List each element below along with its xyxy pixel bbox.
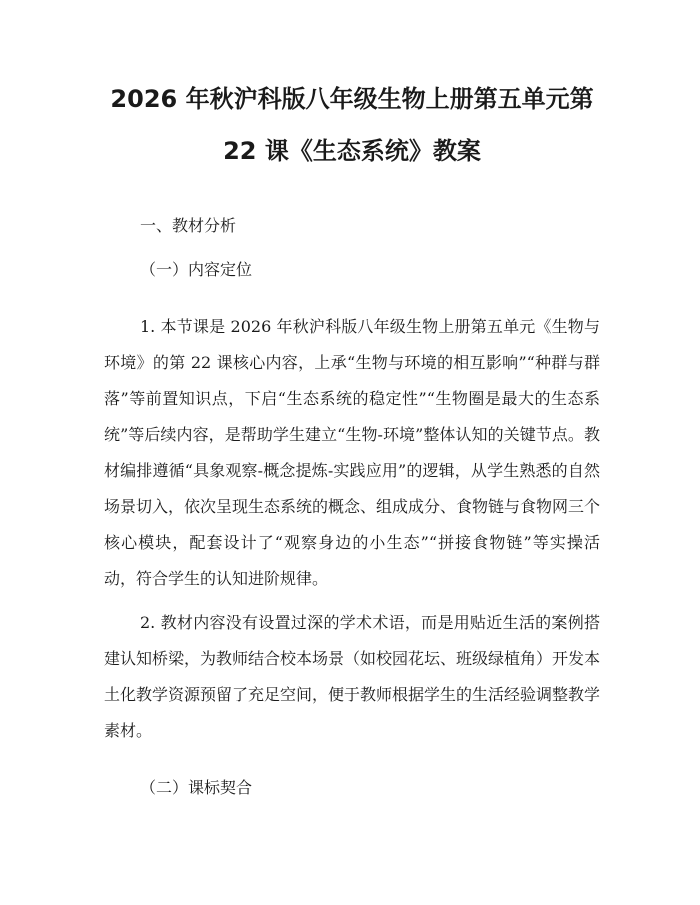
subsection-heading-curriculum-alignment: （二）课标契合 xyxy=(140,778,253,797)
subsection-heading-content-positioning: （一）内容定位 xyxy=(140,260,253,279)
title-line-2: 22 课《生态系统》教案 xyxy=(223,137,481,165)
body-paragraph-1: 1. 本节课是 2026 年秋沪科版八年级生物上册第五单元《生物与环境》的第 22 课核心内容，上承“生物与环境的相互影响”“种群与群落”等前置知识点，下启“生态系统的稳定性”“生物圈是最大的生态系统”等后续内容，是帮助学生建立“生物-环境”整体认知的关键节点。教材编排遵循“具象观察-概念提炼-实践应用”的逻辑，从学生熟悉的自然场景切入，依次呈现生态系统的概念、组成成分、食物链与食物网三个核心模块，配套设计了“观察身边的小生态”“拼接食物链”等实操活动，符合学生的认知进阶规律。 xyxy=(104,317,601,588)
section-heading-textbook-analysis: 一、教材分析 xyxy=(140,216,237,235)
document-title xyxy=(104,0,600,175)
title-line-1: 2026 年秋沪科版八年级生物上册第五单元第 xyxy=(110,85,594,113)
body-paragraph-2: 2. 教材内容没有设置过深的学术术语，而是用贴近生活的案例搭建认知桥梁，为教师结合校本场景（如校园花坛、班级绿植角）开发本土化教学资源预留了充足空间，便于教师根据学生的生活经验调整教学素材。 xyxy=(104,613,601,740)
